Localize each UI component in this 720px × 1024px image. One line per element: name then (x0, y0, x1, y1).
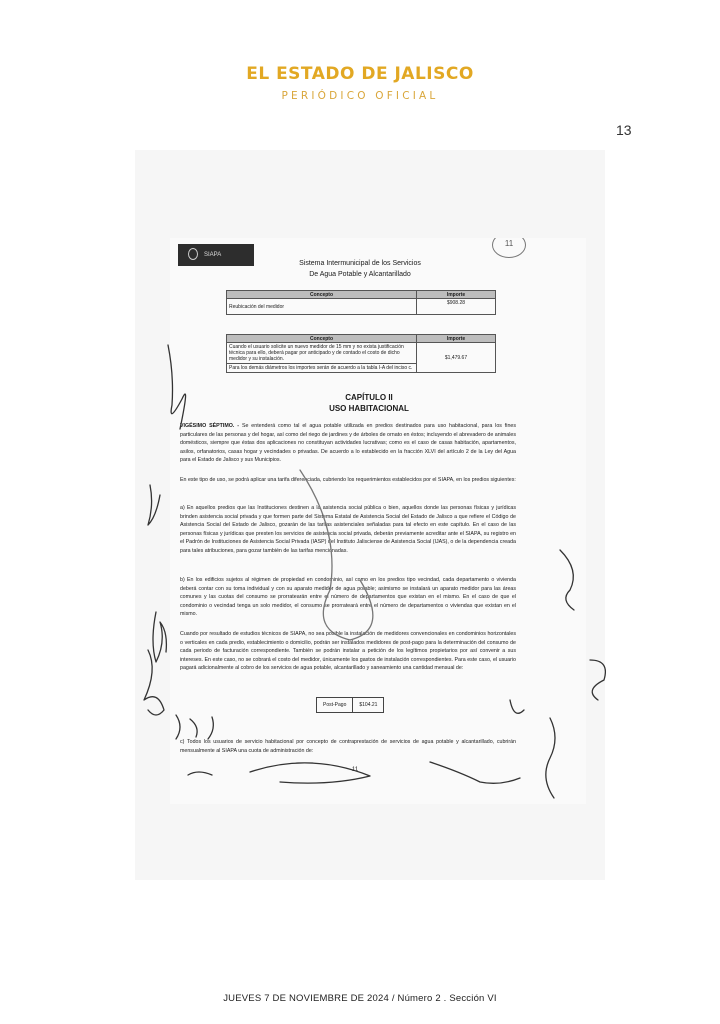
org-title-line2: De Agua Potable y Alcantarillado (309, 271, 411, 278)
table-header-concepto: Concepto (227, 291, 417, 299)
footer-date: JUEVES 7 DE NOVIEMBRE DE 2024 / Número 2 . Sección VI (223, 993, 497, 1004)
page-number: 13 (616, 122, 632, 138)
signature-bottom-3 (188, 772, 212, 775)
table-header-importe: Importe (417, 335, 496, 343)
signature-right-1 (560, 550, 574, 610)
paragraph-tarifa: En este tipo de uso, se podrá aplicar una tarifa diferenciada, cubriendo los requerimientos establecidos por el SIAPA, en los predios siguientes: (180, 477, 516, 483)
table-header-importe: Importe (417, 291, 496, 299)
org-title-line1: Sistema Intermunicipal de los Servicios (299, 260, 421, 267)
signature-left-4 (144, 650, 164, 715)
table-cell-concept: Cuando el usuario solicite un nuevo medidor de 15 mm y no exista justificación técnica para ello, deberá pagar por anticipado y de contado el costo de dicho medidor y su instalación. (227, 343, 417, 364)
paragraph-b: b) En los edificios sujetos al régimen de propiedad en condominio, así como en los predios tipo vecindad, cada departamento o vivienda deberá contar con su toma individual y con su aparato medidor de agua potable; asimismo se instalará un aparato medidor para las áreas comunes y las cuotas del consumo se prorratearán entre el número de departamentos que existan en el mismo. En el caso de que el condominio o vecindad tenga un solo medidor, el consumo se prorrateará entre el número de departamentos o viviendas que existan en el mismo. (180, 577, 516, 618)
signature-bottom-1 (250, 763, 370, 783)
table-header-concepto: Concepto (227, 335, 417, 343)
paragraph-estudios: Cuando por resultado de estudios técnicos de SIAPA, no sea posible la instalación de medidores convencionales en condominios horizontales o verticales en cada predio, establecimiento o domicilio, podrán ser instalados medidores de post-pago para la determinación del consumo de cada periodo de facturación correspondiente. También se podrán instalar a petición de los legítimos propietarios por así convenir a sus intereses. En este caso, no se cobrará el costo del medidor, únicamente los gastos de instalación correspondientes. Para este caso, el usuario pagará adicionalmente al cobro de los servicios de agua potable, alcantarillado y saneamiento una cantidad mensual de: (180, 631, 516, 672)
signature-right-4 (546, 718, 555, 798)
postpago-amount: $104.21 (353, 698, 384, 713)
document-folio: 11 (352, 767, 359, 773)
table-cell-concept: Reubicación del medidor (227, 299, 417, 315)
article-label: VIGÉSIMO SÉPTIMO. - (180, 423, 240, 429)
table-cell-amount: $1,479.67 (417, 343, 496, 373)
postpago-label: Post-Pago (317, 698, 353, 713)
masthead-title: EL ESTADO DE JALISCO (246, 64, 474, 84)
handwritten-page-stamp: 11 (492, 238, 526, 258)
signature-right-3 (510, 700, 524, 713)
article-text: Se entenderá como tal el agua potable utilizada en predios destinados para uso habitacional, para los fines particulares de las personas y del hogar, así como del riego de jardines y de árboles de ornato en éstos; incluyendo el abrevadero de animales domésticos, siempre que éstas dos aplicaciones no constituyan actividades lucrativas; como es el caso de casas habitación, apartamentos, asilos, orfanatorios, casas hogar y vecindades o privadas. De acuerdo a lo establecido en la fracción XLVI del artículo 2 de la Ley del Agua para el Estado de Jalisco y sus Municipios. (180, 423, 516, 464)
chapter-subtitle: USO HABITACIONAL (329, 404, 409, 413)
table-cell-amount: $908.28 (417, 299, 496, 315)
chapter-title: CAPÍTULO II (345, 393, 393, 402)
table-cell-concept: Para los demás diámetros los importes serán de acuerdo a la tabla I-A del inciso c. (227, 364, 417, 373)
paragraph-a: a) En aquellos predios que las Instituciones destinen a la asistencia social pública o bien, aquellos donde las personas físicas y jurídicas brinden asistencia social privada y que formen parte del Sistema Estatal de Asistencia Social del Estado de Jalisco a que refiere el Código de Asistencia Social del Estado de Jalisco, gozarán de las tarifas asistenciales señaladas para tal efecto en este capítulo. En el caso de las personas físicas y jurídicas que presten los servicios de asistencia social privada, deberán previamente acreditar ante el SIAPA, su registro en el Padrón de Instituciones de Asistencia Social Privada (IASP) del Instituto Jalisciense de Asistencia Social (IJAS), o de la dependencia creada para tales atribuciones, para gozar también de las tarifas mencionadas. (180, 505, 516, 554)
signature-left-1 (168, 345, 186, 429)
signature-left-5 (176, 715, 213, 739)
signature-left-3 (153, 612, 166, 662)
paragraph-c: c) Todos los usuarios de servicio habitacional por concepto de contraprestación de servicios de agua potable y alcantarillado, cubrirán mensualmente al SIAPA una cuota de administración de: (180, 739, 516, 754)
logo-text: SIAPA (204, 252, 222, 258)
signature-right-2 (590, 660, 605, 700)
signature-left-2 (148, 485, 160, 525)
masthead-subtitle: PERIÓDICO OFICIAL (281, 90, 439, 102)
signature-bottom-2 (430, 762, 520, 783)
signature-center (300, 470, 373, 640)
